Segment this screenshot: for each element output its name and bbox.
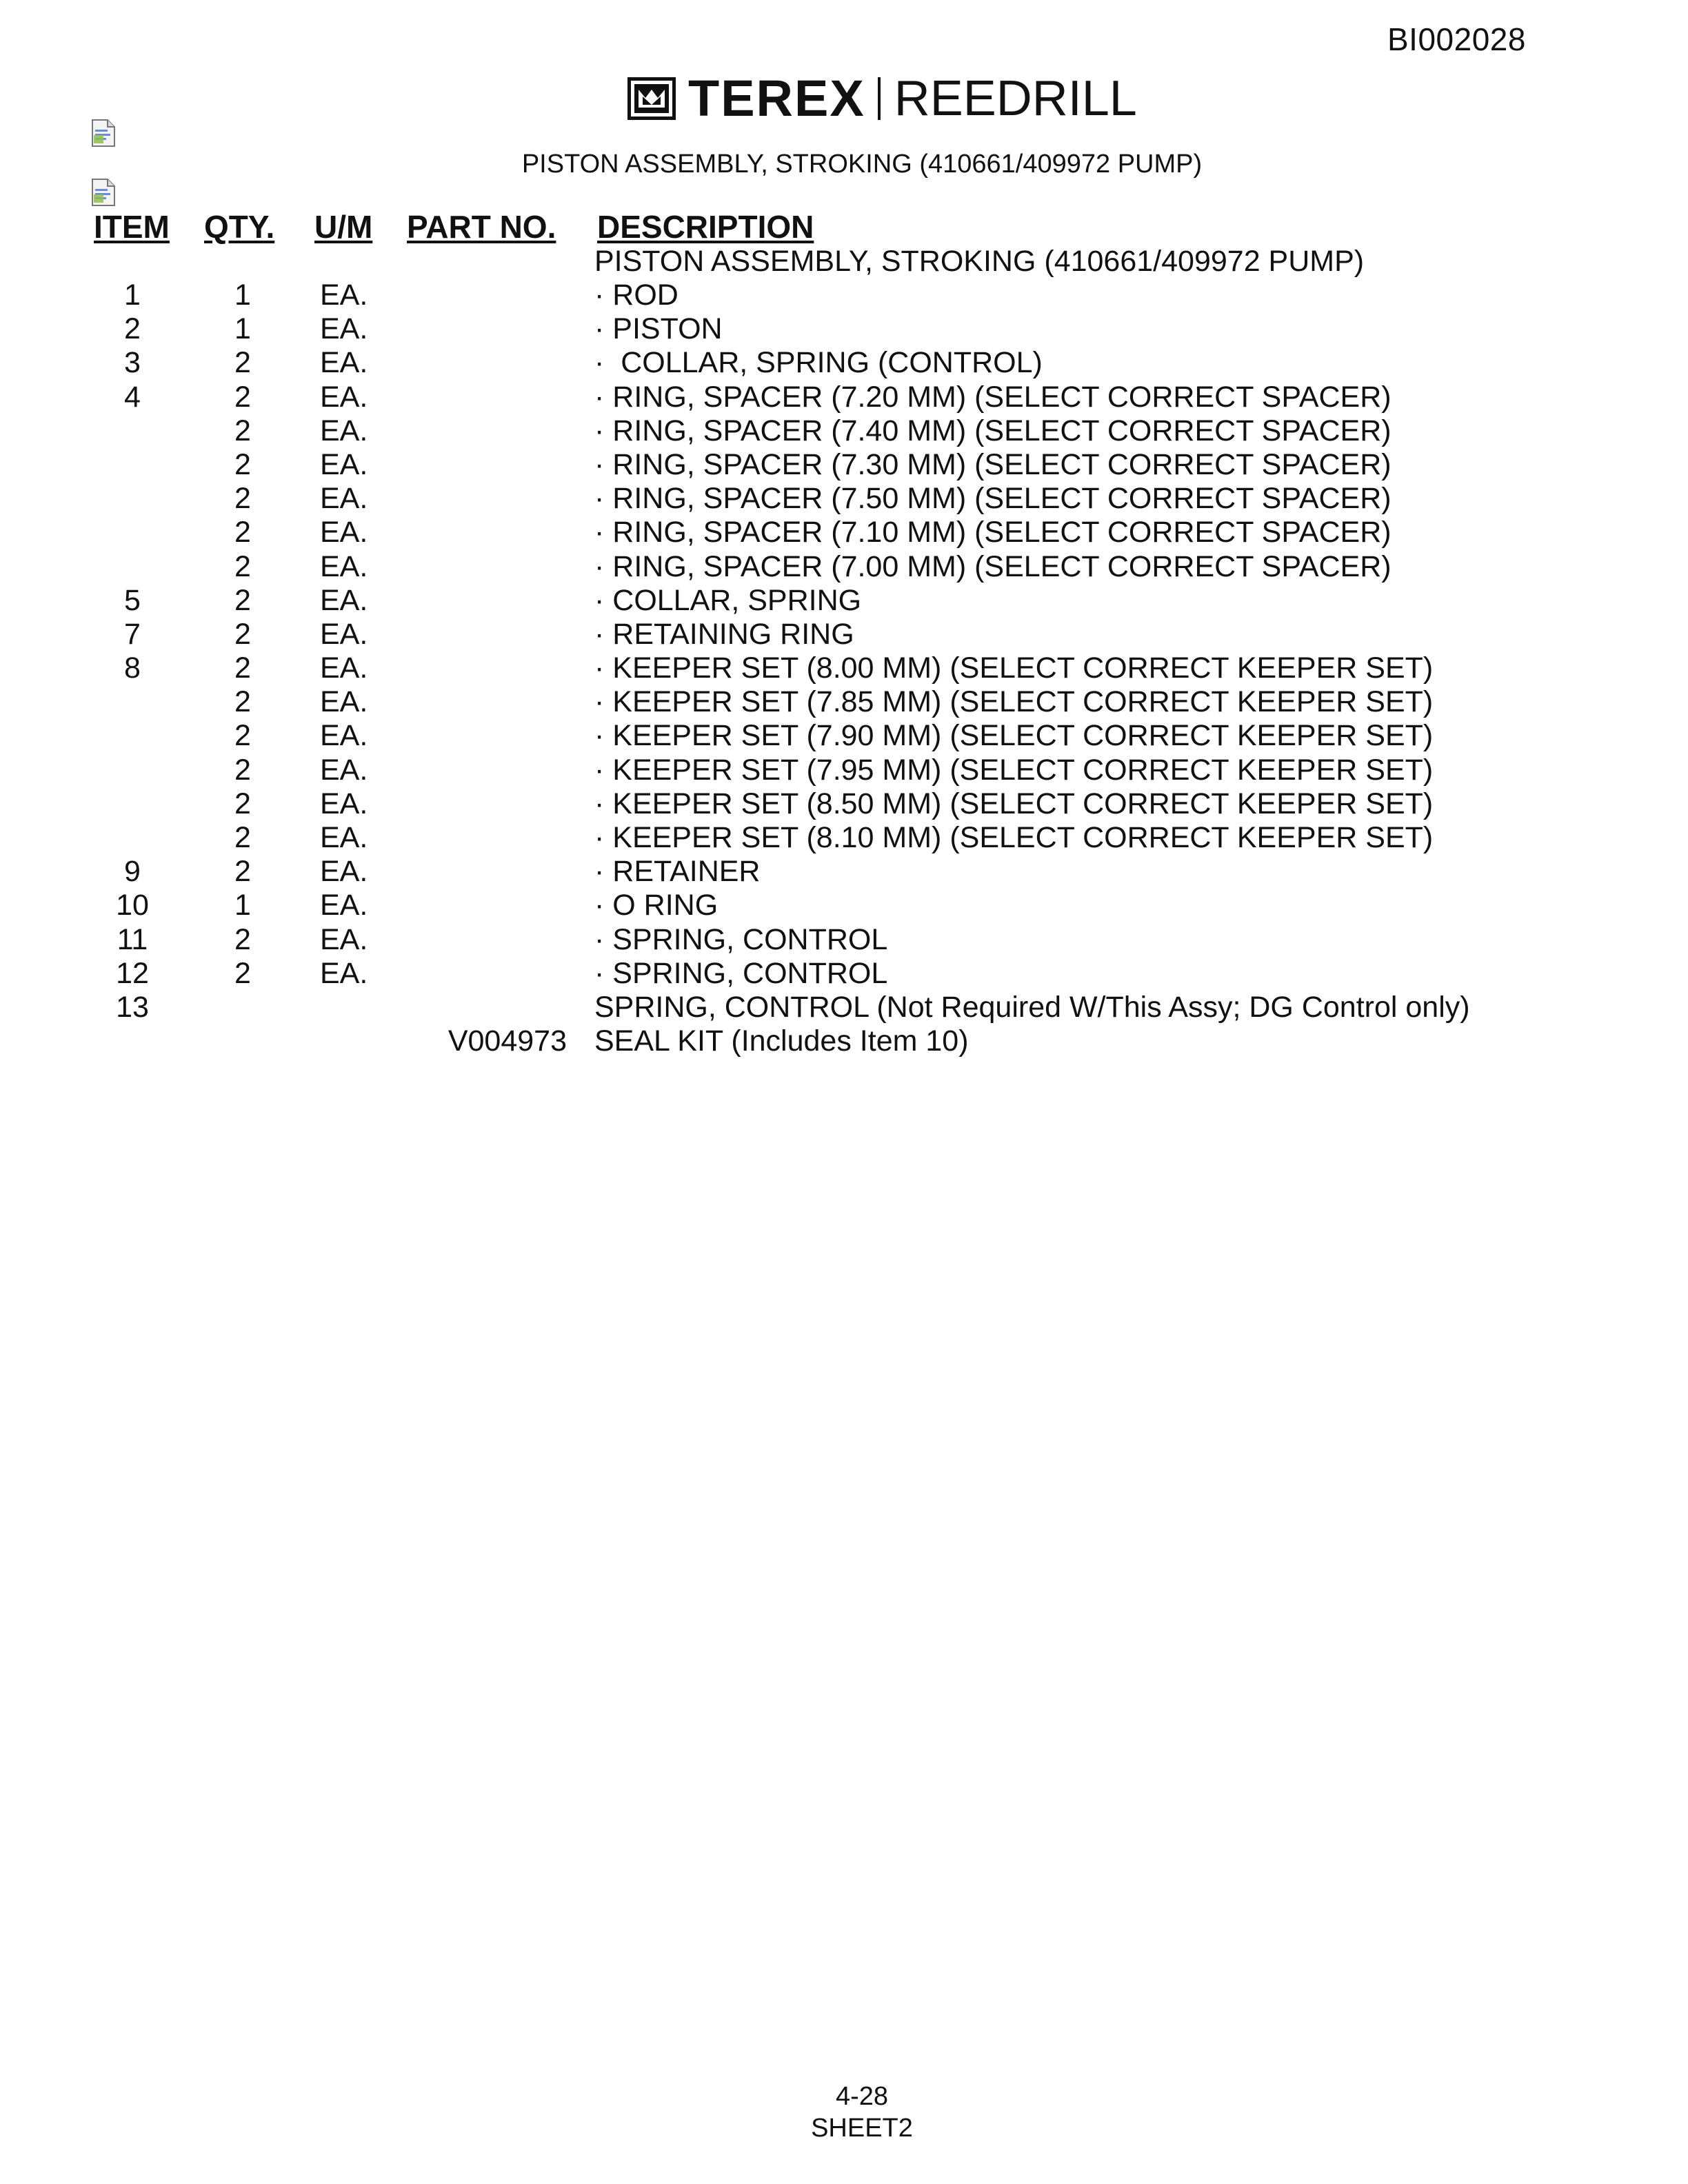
unit-of-measure: EA.	[320, 821, 368, 854]
table-row	[0, 279, 1688, 312]
part-description: · COLLAR, SPRING	[594, 583, 862, 617]
brand-header	[627, 70, 1137, 127]
quantity: 2	[234, 549, 251, 583]
part-description: · PISTON	[594, 312, 723, 346]
quantity: 2	[234, 956, 251, 990]
page-number: 4-28	[835, 2082, 889, 2111]
parts-list	[0, 279, 1688, 1058]
part-description: · O RING	[594, 889, 719, 922]
part-description: · KEEPER SET (7.95 MM) (SELECT CORRECT KEEPER SET)	[594, 753, 1434, 787]
sheet-label: SHEET2	[811, 2114, 913, 2143]
unit-of-measure: EA.	[320, 719, 368, 753]
unit-of-measure: EA.	[320, 549, 368, 583]
part-description: · RING, SPACER (7.10 MM) (SELECT CORRECT SPACER)	[594, 516, 1391, 549]
quantity: 2	[234, 346, 251, 380]
item-number: 4	[124, 380, 141, 414]
quantity: 2	[234, 787, 251, 820]
brand-reedrill: REEDRILL	[894, 71, 1137, 126]
unit-of-measure: EA.	[320, 414, 368, 447]
document-link-icon[interactable]	[91, 119, 116, 148]
table-row	[0, 584, 1688, 618]
terex-logo-icon	[627, 77, 676, 120]
header-qty: QTY.	[204, 209, 275, 245]
unit-of-measure: EA.	[320, 855, 368, 889]
quantity: 2	[234, 651, 251, 685]
table-row	[0, 821, 1688, 855]
unit-of-measure: EA.	[320, 787, 368, 820]
part-description: · RETAINING RING	[594, 617, 854, 651]
unit-of-measure: EA.	[320, 617, 368, 651]
part-description: · KEEPER SET (8.00 MM) (SELECT CORRECT KEEPER SET)	[594, 651, 1434, 685]
part-description: · KEEPER SET (7.85 MM) (SELECT CORRECT KEEPER SET)	[594, 685, 1434, 719]
header-um: U/M	[314, 209, 373, 245]
table-row	[0, 889, 1688, 922]
quantity: 2	[234, 414, 251, 447]
unit-of-measure: EA.	[320, 583, 368, 617]
table-row	[0, 719, 1688, 753]
table-row	[0, 754, 1688, 787]
quantity: 2	[234, 922, 251, 956]
part-description: · KEEPER SET (7.90 MM) (SELECT CORRECT KEEPER SET)	[594, 719, 1434, 753]
quantity: 2	[234, 447, 251, 481]
table-row	[0, 923, 1688, 957]
item-number: 13	[116, 990, 149, 1024]
quantity: 2	[234, 685, 251, 719]
header-description: DESCRIPTION	[597, 209, 814, 245]
part-description: · KEEPER SET (8.10 MM) (SELECT CORRECT KEEPER SET)	[594, 821, 1434, 854]
part-description: · RING, SPACER (7.00 MM) (SELECT CORRECT SPACER)	[594, 549, 1391, 583]
item-number: 10	[116, 889, 149, 922]
item-number: 12	[116, 956, 149, 990]
item-number: 9	[124, 855, 141, 889]
quantity: 2	[234, 482, 251, 516]
table-row	[0, 312, 1688, 346]
part-description: · RING, SPACER (7.50 MM) (SELECT CORRECT SPACER)	[594, 482, 1391, 516]
table-row	[0, 346, 1688, 380]
item-number: 5	[124, 583, 141, 617]
quantity: 2	[234, 617, 251, 651]
quantity: 1	[234, 279, 251, 312]
part-description: · SPRING, CONTROL	[594, 956, 888, 990]
unit-of-measure: EA.	[320, 516, 368, 549]
page-title: PISTON ASSEMBLY, STROKING (410661/409972 PUMP)	[521, 150, 1203, 179]
brand-terex: TEREX	[688, 70, 865, 127]
item-number: 7	[124, 617, 141, 651]
quantity: 2	[234, 516, 251, 549]
unit-of-measure: EA.	[320, 889, 368, 922]
item-number: 11	[117, 922, 148, 956]
quantity: 2	[234, 821, 251, 854]
unit-of-measure: EA.	[320, 651, 368, 685]
part-description: · RING, SPACER (7.30 MM) (SELECT CORRECT SPACER)	[594, 447, 1391, 481]
table-row	[0, 482, 1688, 516]
part-description: · ROD	[594, 279, 679, 312]
item-number: 2	[124, 312, 141, 346]
quantity: 1	[234, 889, 251, 922]
table-row	[0, 685, 1688, 719]
unit-of-measure: EA.	[320, 482, 368, 516]
part-description: · RING, SPACER (7.40 MM) (SELECT CORRECT SPACER)	[594, 414, 1391, 447]
quantity: 1	[234, 312, 251, 346]
header-part-no: PART NO.	[407, 209, 556, 245]
unit-of-measure: EA.	[320, 447, 368, 481]
table-row	[0, 448, 1688, 482]
table-row	[0, 414, 1688, 448]
part-description: SPRING, CONTROL (Not Required W/This Assy; DG Control only)	[594, 990, 1470, 1024]
part-description: · RING, SPACER (7.20 MM) (SELECT CORRECT SPACER)	[594, 380, 1391, 414]
brand-divider	[878, 77, 881, 120]
unit-of-measure: EA.	[320, 380, 368, 414]
table-row	[0, 618, 1688, 651]
table-row	[0, 991, 1688, 1024]
unit-of-measure: EA.	[320, 956, 368, 990]
document-link-icon[interactable]	[91, 178, 116, 207]
table-row	[0, 516, 1688, 549]
unit-of-measure: EA.	[320, 312, 368, 346]
table-row	[0, 787, 1688, 821]
part-description: · KEEPER SET (8.50 MM) (SELECT CORRECT KEEPER SET)	[594, 787, 1434, 820]
part-description: SEAL KIT (Includes Item 10)	[594, 1024, 969, 1058]
table-row	[0, 1024, 1688, 1058]
unit-of-measure: EA.	[320, 346, 368, 380]
unit-of-measure: EA.	[320, 922, 368, 956]
assembly-name: PISTON ASSEMBLY, STROKING (410661/409972 PUMP)	[594, 245, 1365, 278]
quantity: 2	[234, 583, 251, 617]
part-description: · COLLAR, SPRING (CONTROL)	[594, 346, 1043, 380]
part-description: · SPRING, CONTROL	[594, 922, 888, 956]
header-item: ITEM	[94, 209, 170, 245]
table-row	[0, 550, 1688, 584]
table-row	[0, 855, 1688, 889]
part-number: V004973	[448, 1024, 567, 1058]
item-number: 8	[124, 651, 141, 685]
unit-of-measure: EA.	[320, 279, 368, 312]
unit-of-measure: EA.	[320, 753, 368, 787]
table-row	[0, 381, 1688, 414]
quantity: 2	[234, 380, 251, 414]
table-row	[0, 957, 1688, 991]
quantity: 2	[234, 753, 251, 787]
item-number: 1	[124, 279, 141, 312]
item-number: 3	[124, 346, 141, 380]
unit-of-measure: EA.	[320, 685, 368, 719]
quantity: 2	[234, 719, 251, 753]
document-id: BI002028	[1387, 21, 1526, 57]
quantity: 2	[234, 855, 251, 889]
part-description: · RETAINER	[594, 855, 761, 889]
table-row	[0, 651, 1688, 685]
